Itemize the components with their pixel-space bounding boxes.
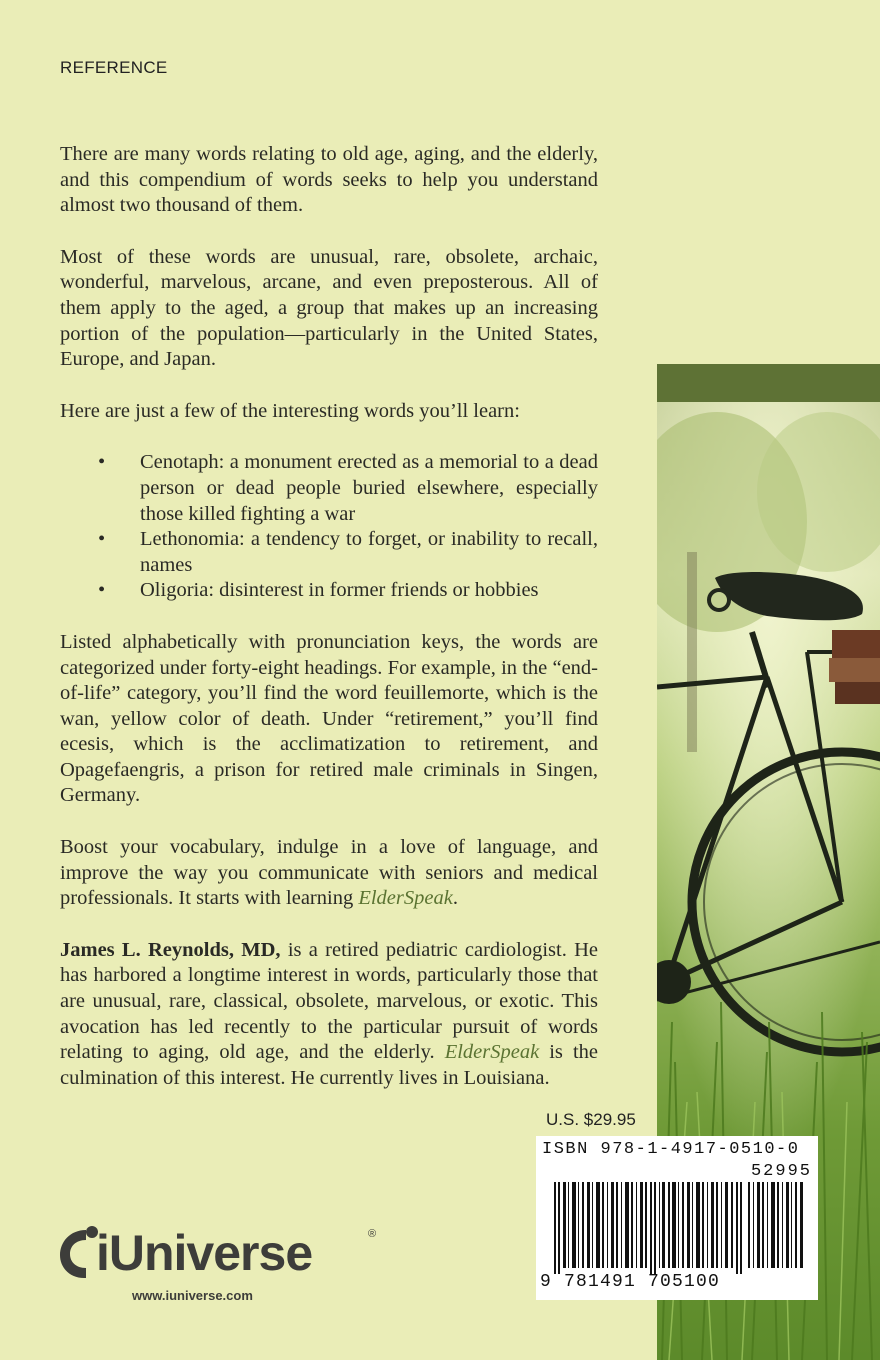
author-bio-paragraph — [60, 938, 598, 1092]
lead-in-paragraph: Here are just a few of the interesting words you’ll learn: — [60, 399, 520, 422]
list-item-text: Lethonomia: a tendency to forget, or inability to recall, names — [140, 528, 598, 576]
boost-text: Boost your vocabulary, indulge in a love of language, and improve the way you communicate with seniors and medical professionals. It starts with learning — [60, 836, 598, 910]
list-item — [60, 578, 598, 604]
list-item — [60, 527, 598, 578]
boost-end: . — [452, 887, 458, 910]
book-title-inline: ElderSpeak — [358, 887, 453, 910]
bullet-mark: • — [98, 528, 106, 551]
word-examples-list — [60, 450, 598, 604]
category-label: REFERENCE — [60, 58, 168, 77]
bullet-mark: • — [98, 451, 106, 474]
author-name: James L. Reynolds, MD, — [60, 938, 281, 961]
book-title-inline: ElderSpeak — [444, 1041, 540, 1064]
barcode-price-code: 52995 — [750, 1162, 812, 1181]
author-bio-text: is a retired pediatric cardiologist. He has harbored a longtime interest in words, particularly those that are unusual, rare, classical, obsolete, marvelous, or exotic. This avocation has led recently to the particular pursuit of words relating to aging, old age, and the elderly. — [60, 938, 598, 1064]
publisher-name: iUniverse — [96, 1225, 313, 1281]
publisher-url: www.iuniverse.com — [132, 1288, 253, 1303]
list-item-text: Oligoria: disinterest in former friends or hobbies — [140, 579, 539, 602]
isbn-label: ISBN 978-1-4917-0510-0 — [542, 1140, 800, 1159]
boost-paragraph — [60, 835, 598, 912]
isbn-barcode — [536, 1136, 818, 1300]
list-item-text: Cenotaph: a monument erected as a memorial to a dead person or dead people buried elsewhere, especially those killed fighting a war — [140, 451, 598, 525]
publisher-logo — [56, 1222, 377, 1303]
intro-paragraph: There are many words relating to old age, aging, and the elderly, and this compendium of words seeks to help you understand almost two thousand of them. — [60, 143, 598, 217]
registered-mark: ® — [368, 1228, 377, 1240]
back-cover-copy — [60, 142, 598, 1117]
description-paragraph: Most of these words are unusual, rare, obsolete, archaic, wonderful, marvelous, arcane, and even preposterous. All of them apply to the aged, a group that makes up an increasing portion of the population—particularly in the United States, Europe, and Japan. — [60, 245, 598, 371]
accent-band — [657, 364, 880, 402]
isbn-digits: 9 781491 705100 — [540, 1272, 721, 1292]
bullet-mark: • — [98, 579, 106, 602]
list-item — [60, 450, 598, 527]
price-label: U.S. $29.95 — [546, 1110, 636, 1129]
barcode-bars — [554, 1182, 804, 1274]
author-bio-end: is the culmination of this interest. He currently lives in Louisiana. — [60, 1041, 598, 1089]
listing-paragraph: Listed alphabetically with pronunciation keys, the words are categorized under forty-eight headings. For example, in the “end-of-life” category, you’ll find the word feuillemorte, which is the wan, yellow color of death. Under “retirement,” you’ll find ecesis, which is the acclimatization to retirement, and Opagefaengris, a prison for retired male criminals in Singen, Germany. — [60, 630, 598, 807]
